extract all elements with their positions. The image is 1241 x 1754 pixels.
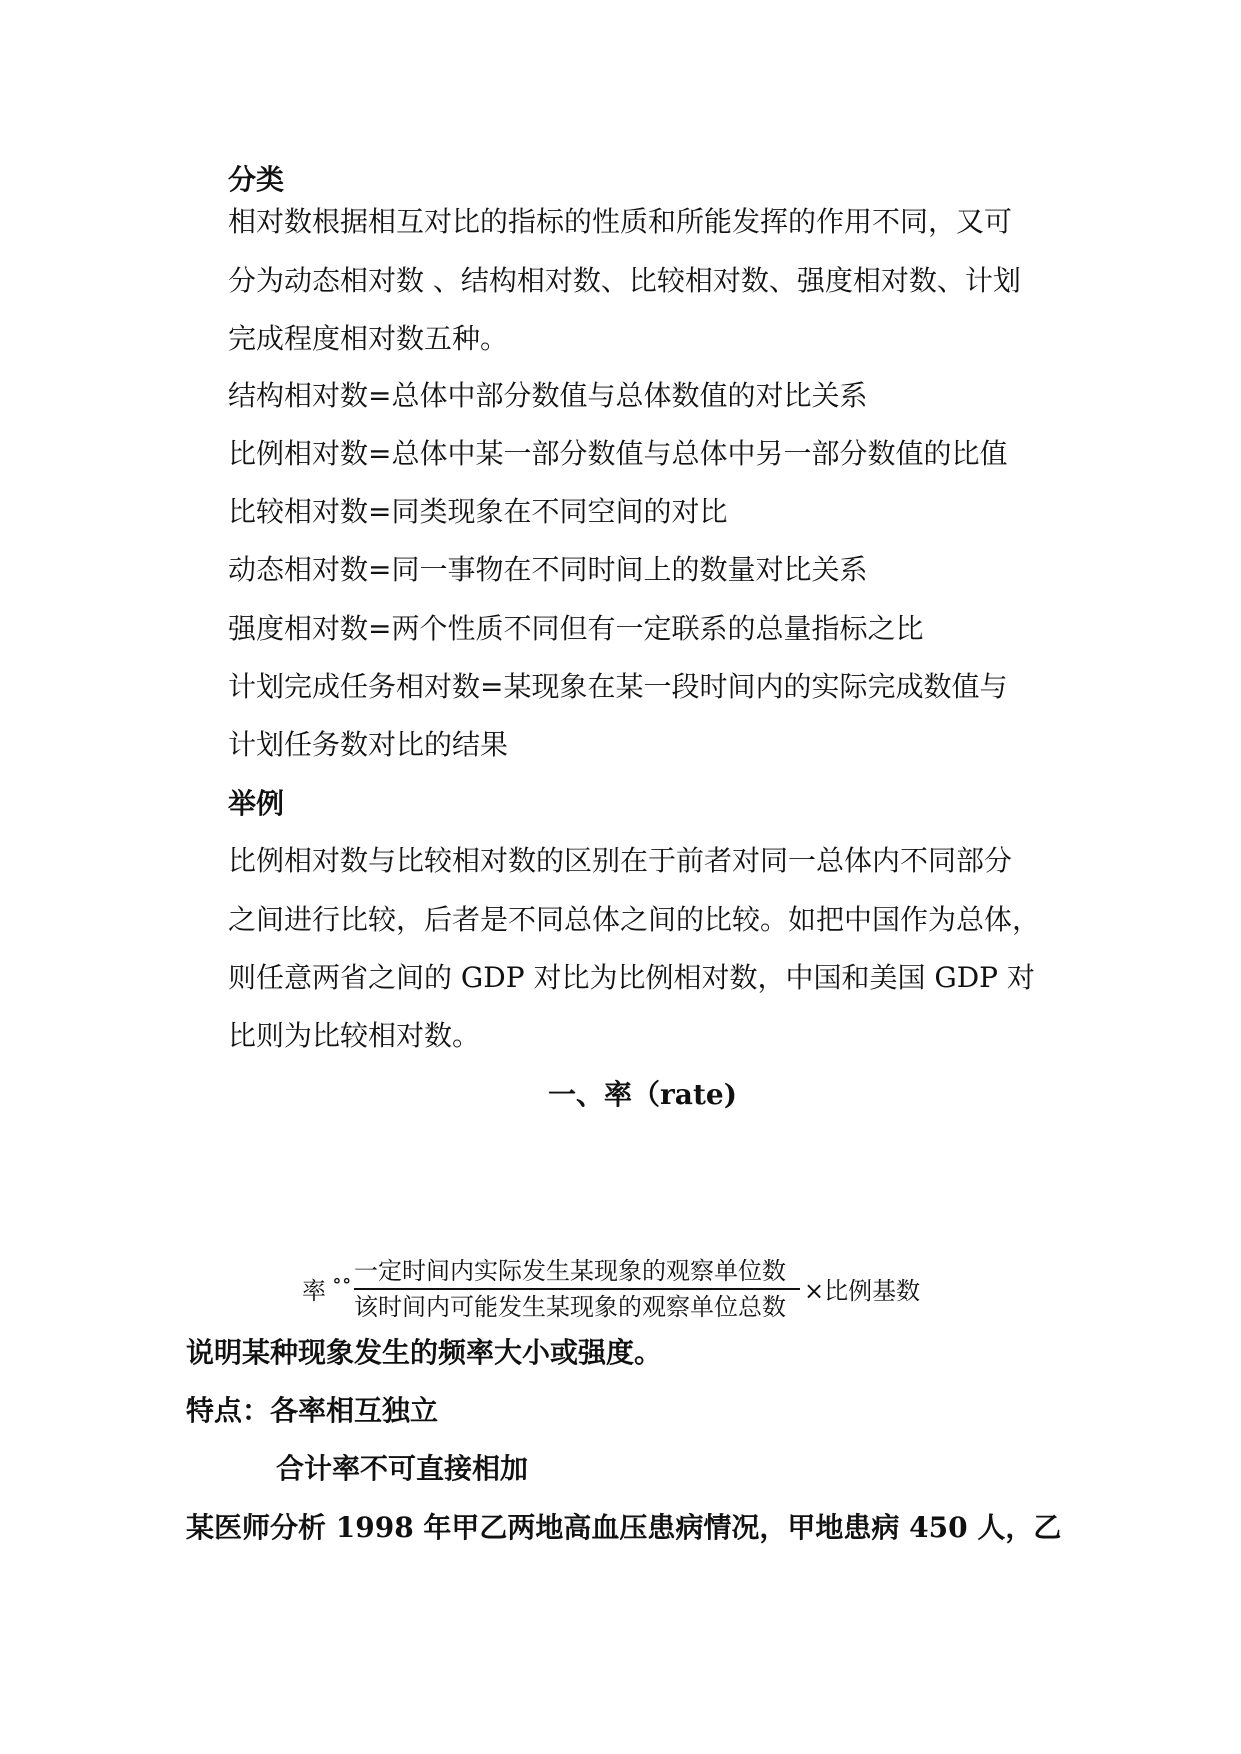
formula-approx-symbol: ∘∘	[332, 1268, 352, 1292]
rate-formula	[302, 1256, 942, 1322]
example-heading: 举例	[228, 787, 285, 820]
feature-line-1: 特点：各率相互独立	[186, 1394, 439, 1427]
formula-numerator: 一定时间内实际发生某现象的观察单位数	[354, 1257, 786, 1285]
definition-intensity: 强度相对数=两个性质不同但有一定联系的总量指标之比	[228, 612, 924, 645]
formula-fraction-bar	[354, 1288, 800, 1290]
definition-structure: 结构相对数=总体中部分数值与总体数值的对比关系	[228, 379, 868, 412]
formula-denominator: 该时间内可能发生某现象的观察单位总数	[354, 1293, 786, 1321]
rate-title: 一、率（rate)	[548, 1078, 737, 1111]
intro-line-2: 分为动态相对数 、结构相对数、比较相对数、强度相对数、计划	[228, 264, 1021, 297]
definition-plan-1: 计划完成任务相对数=某现象在某一段时间内的实际完成数值与	[228, 670, 1008, 703]
intro-line-3: 完成程度相对数五种。	[228, 322, 509, 355]
definition-comparison: 比较相对数=同类现象在不同空间的对比	[228, 495, 728, 528]
definition-dynamic: 动态相对数=同一事物在不同时间上的数量对比关系	[228, 553, 868, 586]
rate-description: 说明某种现象发生的频率大小或强度。	[186, 1336, 663, 1369]
intro-line-1: 相对数根据相互对比的指标的性质和所能发挥的作用不同，又可	[228, 205, 1013, 238]
feature-line-2: 合计率不可直接相加	[276, 1452, 529, 1485]
example-line-2: 之间进行比较，后者是不同总体之间的比较。如把中国作为总体，	[228, 903, 1041, 936]
example-line-3: 则任意两省之间的 GDP 对比为比例相对数，中国和美国 GDP 对	[228, 961, 1035, 994]
formula-lhs: 率	[302, 1277, 326, 1305]
example-line-4: 比则为比较相对数。	[228, 1019, 481, 1052]
classification-heading: 分类	[228, 163, 285, 196]
formula-multiplier: ×比例基数	[804, 1277, 921, 1305]
example-line-1: 比例相对数与比较相对数的区别在于前者对同一总体内不同部分	[228, 844, 1013, 877]
case-line: 某医师分析 1998 年甲乙两地高血压患病情况，甲地患病 450 人，乙	[186, 1511, 1062, 1544]
definition-proportion: 比例相对数=总体中某一部分数值与总体中另一部分数值的比值	[228, 437, 1008, 470]
definition-plan-2: 计划任务数对比的结果	[228, 728, 509, 761]
